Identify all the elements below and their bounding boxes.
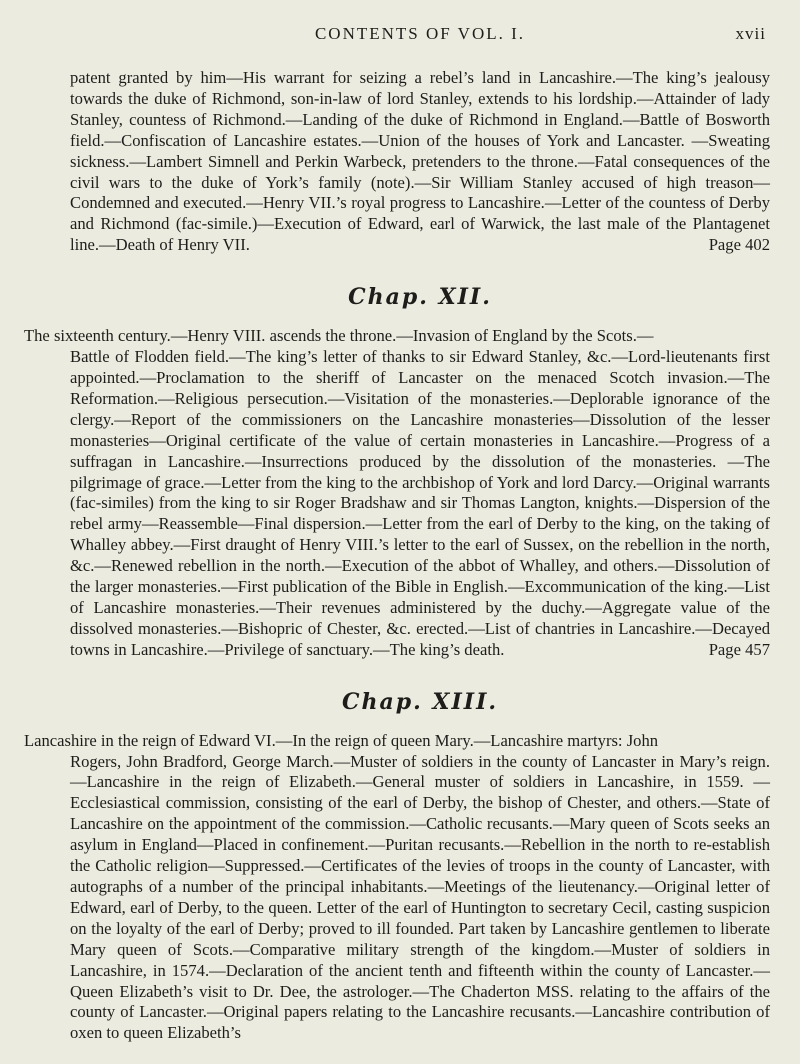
continuation-text: patent granted by him—His warrant for seizing a rebel’s land in Lancashire.—The king’s jealousy towards the duke of Richmond, son-in-law of lord Stanley, extends to his lordship.—Attainder of lady Stanley, countess of Richmond.—Landing of the duke of Richmond in England.—Battle of Bosworth field.—Confiscation of Lancashire estates.—Union of the houses of York and Lancaster. —Sweating sickness.—Lambert Simnell and Perkin Warbeck, pretenders to the throne.—Fatal consequences of the civil wars to the duke of York’s family (note).—Sir William Stanley accused of high treason—Condemned and executed.—Henry VII.’s royal progress to Lancashire.—Letter of the countess of Derby and Richmond (fac-simile.)—Execution of Edward, earl of Warwick, the last male of the Plantagenet line.—Death of Henry VII.: [70, 68, 770, 255]
chapter-summary-lead: The sixteenth century.—Henry VIII. ascends the throne.—Invasion of England by the Scots.—: [24, 326, 654, 346]
continuation-paragraph: [70, 68, 770, 256]
chapter-heading: Chap. XII.: [348, 284, 492, 311]
page-reference: Page 402: [708, 235, 770, 255]
running-head-title: CONTENTS OF VOL. I.: [314, 24, 526, 43]
chapter-heading: Chap. XIII.: [341, 688, 499, 715]
chapter-summary: [24, 326, 770, 661]
page-reference: Page 457: [708, 639, 770, 659]
chapter-summary: [24, 730, 770, 1045]
chapter-summary-lead: Lancashire in the reign of Edward VI.—In the reign of queen Mary.—Lancashire martyrs: John: [24, 730, 659, 750]
running-head: [70, 24, 770, 50]
page-number: xvii: [735, 24, 766, 43]
chapter-summary-text: Rogers, John Bradford, George March.—Muster of soldiers in the county of Lancaster in Mary’s reign.—Lancashire in the reign of Elizabeth.—General muster of soldiers in Lancashire, in 1559. —Ecclesiastical commission, consisting of the earl of Derby, the bishop of Chester, and others.—State of Lancashire on the appointment of the commission.—Catholic recusants.—Mary queen of Scots seeks an asylum in England—Placed in confinement.—Puritan recusants.—Rebellion in the north to re-establish the Catholic religion—Suppressed.—Certificates of the levies of troops in the county of Lancaster, with autographs of a number of the principal inhabitants.—Meetings of the lieutenancy.—Original letter of Edward, earl of Derby, to the queen. Letter of the earl of Huntington to secretary Cecil, casting suspicion on the loyalty of the earl of Derby; proved to ill founded. Part taken by Lancashire gentlemen to liberate Mary queen of Scots.—Comparative military strength of the kingdom.—Muster of soldiers in Lancashire, in 1574.—Declaration of the ancient tenth and fifteenth within the county of Lancaster.—Queen Elizabeth’s visit to Dr. Dee, the astrologer.—The Chaderton MSS. relating to the affairs of the county of Lancaster.—Original papers relating to the Lancashire recusants.—Lancashire contribution of oxen to queen Elizabeth’s: [70, 751, 770, 1043]
chapter-summary-text: Battle of Flodden field.—The king’s letter of thanks to sir Edward Stanley, &c.—Lord-lieutenants first appointed.—Proclamation to the sheriff of Lancaster on the menaced Scotch invasion.—The Reformation.—Religious persecution.—Visitation of the monasteries.—Deplorable ignorance of the clergy.—Report of the commissioners on the Lancashire monasteries—Dissolution of the lesser monasteries—Original certificate of the value of certain monasteries in Lancashire.—Progress of a suffragan in Lancashire.—Insurrections produced by the dissolution of the monasteries. —The pilgrimage of grace.—Letter from the king to the archbishop of York and lord Darcy.—Original warrants (fac-similes) from the king to sir Roger Bradshaw and sir Thomas Langton, knights.—Dispersion of the rebel army—Reassemble—Final dispersion.—Letter from the earl of Derby to the king, on the taking of Whalley abbey.—First draught of Henry VIII.’s letter to the earl of Sussex, on the rebellion in the north, &c.—Renewed rebellion in the north.—Execution of the abbot of Whalley, and others.—Dissolution of the larger monasteries.—First publication of the Bible in English.—Excommunication of the king.—List of Lancashire monasteries.—Their revenues administered by the duchy.—Aggregate value of the dissolved monasteries.—Bishopric of Chester, &c. erected.—List of chantries in Lancashire.—Decayed towns in Lancashire.—Privilege of sanctuary.—The king’s death.: [70, 347, 770, 659]
